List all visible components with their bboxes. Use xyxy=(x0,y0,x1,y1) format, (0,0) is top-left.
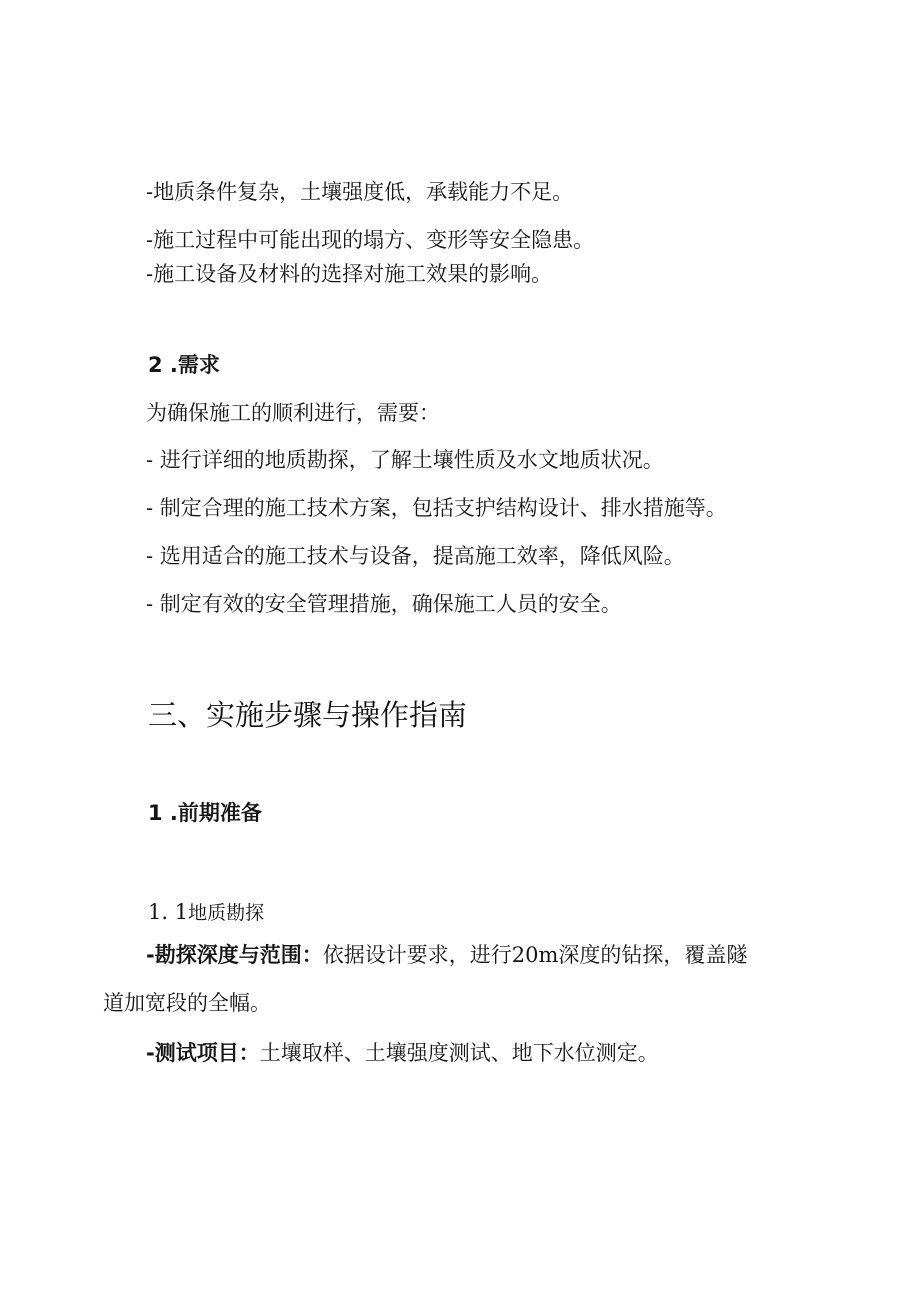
section-heading-requirements: 2 .需求 xyxy=(148,353,220,377)
subsubsection-title: 地质勘探 xyxy=(188,902,265,924)
issue-line-safety: -施工过程中可能出现的塌方、变形等安全隐患。 xyxy=(146,228,595,252)
requirement-item: - 制定有效的安全管理措施，确保施工人员的安全。 xyxy=(146,592,622,616)
item-text: 依据设计要求，进行20m深度的钻探，覆盖隧 xyxy=(322,943,748,967)
chapter-title: 三、实施步骤与操作指南 xyxy=(148,698,468,732)
subsection-heading-preparation: 1 .前期准备 xyxy=(148,801,262,825)
requirement-item: - 进行详细的地质勘探，了解土壤性质及水文地质状况。 xyxy=(146,448,664,472)
requirements-intro: 为确保施工的顺利进行，需要： xyxy=(146,401,440,425)
survey-item-depth-continuation: 道加宽段的全幅。 xyxy=(103,991,271,1015)
requirement-item: - 选用适合的施工技术与设备，提高施工效率，降低风险。 xyxy=(146,544,685,568)
requirement-item: - 制定合理的施工技术方案，包括支护结构设计、排水措施等。 xyxy=(146,496,727,520)
issue-line-equipment: -施工设备及材料的选择对施工效果的影响。 xyxy=(146,262,553,286)
subsubsection-heading-survey xyxy=(148,898,264,927)
survey-item-depth xyxy=(146,941,747,969)
item-text: 土壤取样、土壤强度测试、地下水位测定。 xyxy=(259,1041,659,1065)
subsubsection-number: 1. 1 xyxy=(148,900,189,924)
item-lead: -勘探深度与范围： xyxy=(146,943,323,967)
item-lead: -测试项目： xyxy=(146,1041,260,1065)
survey-item-tests xyxy=(146,1039,659,1067)
issue-line-geology: -地质条件复杂，土壤强度低，承载能力不足。 xyxy=(146,180,574,204)
